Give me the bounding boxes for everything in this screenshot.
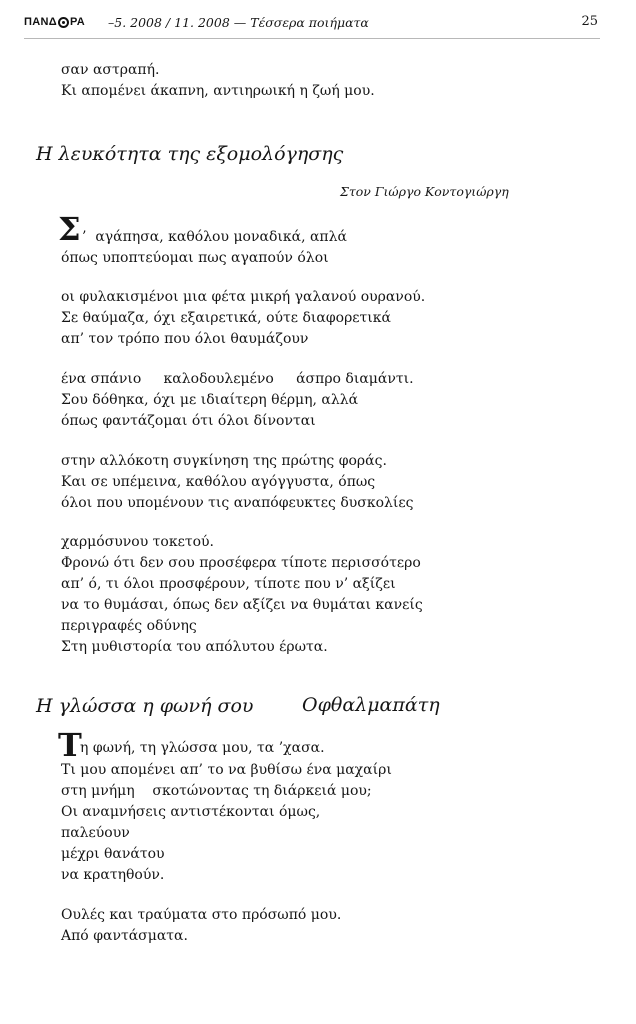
poem-line: Στη μυθιστορία του απόλυτου έρωτα. — [61, 639, 328, 655]
poem-line: στη μνήμη σκοτώνοντας τη διάρκειά μου; — [61, 783, 372, 799]
poem-dedication: Στον Γιώργο Κοντογιώργη — [340, 184, 509, 199]
poem-line: όπως φαντάζομαι ότι όλοι δίνονται — [61, 413, 316, 429]
poem-line: στην αλλόκοτη συγκίνηση της πρώτης φοράς. — [61, 453, 387, 469]
poem-title: Η λευκότητα της εξομολόγησης — [36, 143, 344, 165]
page-number: 25 — [581, 14, 598, 29]
poem-line: χαρμόσυνου τοκετού. — [61, 534, 214, 550]
poem-line: παλεύουν — [61, 825, 130, 841]
poem-line: όπως υποπτεύομαι πως αγαπούν όλοι — [61, 250, 329, 266]
poem-title: Η γλώσσα η φωνή σου — [36, 695, 254, 717]
poem-line: Σου δόθηκα, όχι με ιδιαίτερη θέρμη, αλλά — [61, 392, 359, 408]
poem-line: όλοι που υπομένουν τις αναπόφευκτες δυσκολίες — [61, 495, 414, 511]
intro-line: σαν αστραπή. — [61, 62, 160, 78]
poem-line: περιγραφές οδύνης — [61, 618, 197, 634]
intro-line: Κι απομένει άκαπνη, αντιηρωική η ζωή μου. — [61, 83, 375, 99]
poem-line: να κρατηθούν. — [61, 867, 165, 883]
logo-eye-icon — [58, 17, 69, 28]
poem-line: ένα σπάνιο καλοδουλεμένο άσπρο διαμάντι. — [61, 371, 414, 387]
poem-line: Οι αναμνήσεις αντιστέκονται όμως, — [61, 804, 321, 820]
drop-cap: Σ — [58, 210, 81, 248]
poem-line: ’ αγάπησα, καθόλου μοναδικά, απλά — [82, 229, 347, 245]
issue-info: –5. 2008 / 11. 2008 — Τέσσερα ποιήματα — [108, 15, 369, 30]
poem-title: Οφθαλμαπάτη — [302, 694, 440, 716]
drop-cap: Τ — [58, 726, 82, 764]
poem-line: Από φαντάσματα. — [61, 928, 188, 944]
poem-line: απ’ ό, τι όλοι προσφέρουν, τίποτε που ν’ αξίζει — [61, 576, 396, 592]
poem-line: να το θυμάσαι, όπως δεν αξίζει να θυμάται κανείς — [61, 597, 423, 613]
poem-line: Και σε υπέμεινα, καθόλου αγόγγυστα, όπως — [61, 474, 376, 490]
poem-line: οι φυλακισμένοι μια φέτα μικρή γαλανού ουρανού. — [61, 289, 426, 305]
poem-line: Φρονώ ότι δεν σου προσέφερα τίποτε περισσότερο — [61, 555, 421, 571]
poem-line: Ουλές και τραύματα στο πρόσωπό μου. — [61, 907, 342, 923]
running-header — [24, 12, 600, 39]
journal-logo: ΠΑΝΔ ΡΑ — [24, 16, 86, 28]
poem-line: η φωνή, τη γλώσσα μου, τα ’χασα. — [80, 740, 325, 756]
poem-line: Σε θαύμαζα, όχι εξαιρετικά, ούτε διαφορετικά — [61, 310, 391, 326]
poem-line: Τι μου απομένει απ’ το να βυθίσω ένα μαχαίρι — [61, 762, 392, 778]
poem-line: απ’ τον τρόπο που όλοι θαυμάζουν — [61, 331, 309, 347]
poem-line: μέχρι θανάτου — [61, 846, 165, 862]
